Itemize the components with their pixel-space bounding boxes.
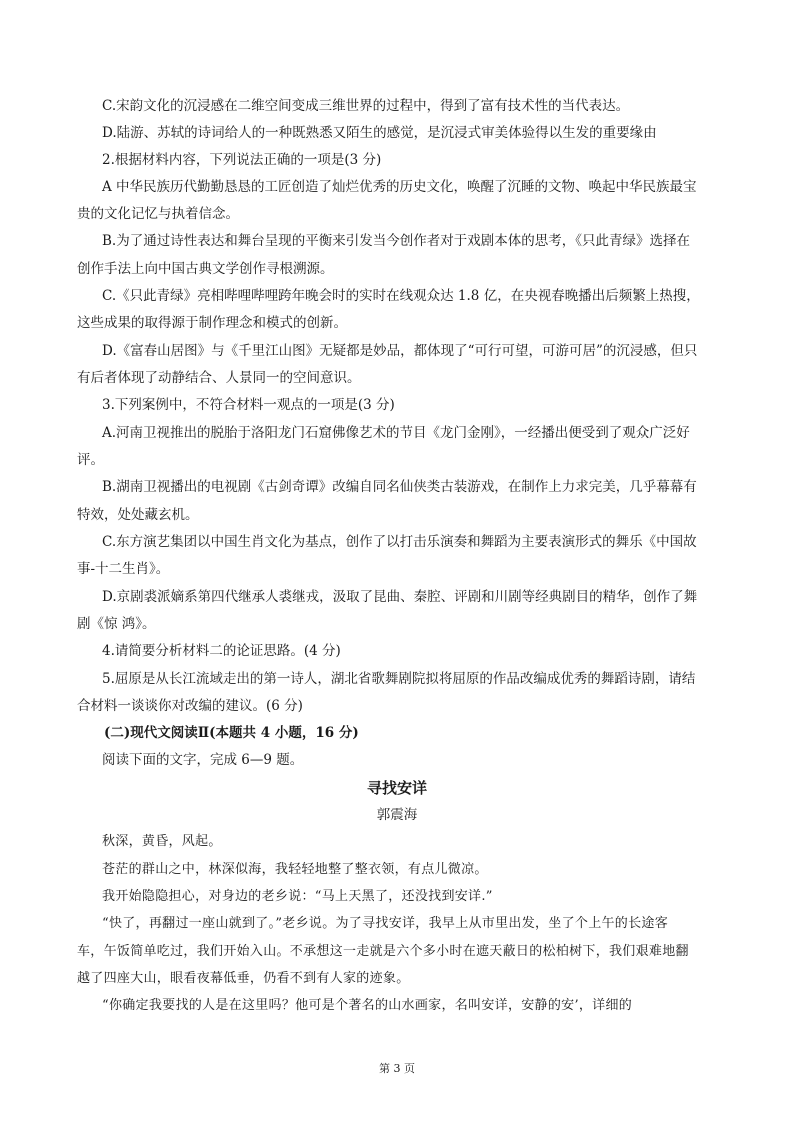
question-5-line1: 5.屈原是从长江流域走出的第一诗人，湖北省歌舞剧院拟将屈原的作品改编成优秀的舞蹈诗剧，请结	[102, 671, 696, 687]
q3-option-d-line2: 剧《惊 鸿》。	[77, 616, 156, 632]
q3-option-a-line2: 评。	[77, 452, 104, 468]
q3-option-b-line2: 特效，处处藏玄机。	[77, 507, 199, 523]
q2-option-b-line2: 创作手法上向中国古典文学创作寻根溯源。	[77, 261, 334, 277]
q3-option-c-line2: 事-十二生肖》。	[77, 561, 170, 577]
q2-option-b-line1: B.为了通过诗性表达和舞台呈现的平衡来引发当今创作者对于戏剧本体的思考，《只此青绿》选择在	[102, 233, 690, 249]
q2-option-c-line1: C.《只此青绿》亮相哔哩哔哩跨年晚会时的实时在线观众达 1.8 亿，在央视春晚播出后频繁上热搜，	[102, 288, 700, 304]
story-paragraph: 秋深，黄昏，风起。	[102, 834, 222, 849]
q3-option-c-line1: C.东方演艺集团以中国生肖文化为基点，创作了以打击乐演奏和舞蹈为主要表演形式的舞乐《中国故	[102, 534, 697, 550]
q3-option-b-line1: B.湖南卫视播出的电视剧《古剑奇谭》改编自同名仙侠类古装游戏，在制作上力求完美，几乎幕幕有	[102, 479, 697, 495]
question-2-stem: 2.根据材料内容，下列说法正确的一项是(3 分)	[102, 152, 382, 168]
question-5-line2: 合材料一谈谈你对改编的建议。(6 分)	[77, 698, 303, 714]
question-4-stem: 4.请简要分析材料二的论证思路。(4 分)	[102, 643, 341, 659]
story-paragraph: 我开始隐隐担心，对身边的老乡说：“马上天黑了，还没找到安详.”	[102, 889, 493, 904]
section-heading: (二)现代文阅读Ⅱ(本题共 4 小题，16 分)	[104, 725, 359, 741]
q3-option-d-line1: D.京剧裘派嫡系第四代继承人裘继戎，汲取了昆曲、秦腔、评剧和川剧等经典剧目的精华，创作了舞	[102, 589, 698, 605]
q2-option-c-line2: 这些成果的取得源于制作理念和模式的创新。	[77, 315, 347, 331]
story-paragraph: 越了四座大山，眼看夜幕低垂，仍看不到有人家的迹象。	[77, 971, 410, 986]
q2-option-d-line1: D.《富春山居图》与《千里江山图》无疑都是妙品，都体现了“可行可望，可游可居”的沉浸感，但只	[102, 343, 698, 359]
q2-option-a-line1: A 中华民族历代勤勤恳恳的工匠创造了灿烂优秀的历史文化，唤醒了沉睡的文物、唤起中华民族最宝	[102, 179, 697, 195]
story-paragraph: 苍茫的群山之中，林深似海，我轻轻地整了整衣领，有点儿微凉。	[102, 862, 488, 877]
story-paragraph: 车，午饭简单吃过，我们开始入山。不承想这一走就是六个多小时在遮天蔽日的松柏树下，我们艰难地翻	[77, 944, 689, 959]
reading-instruction: 阅读下面的文字，完成 6—9 题。	[102, 752, 304, 768]
option-d-q1: D.陆游、苏轼的诗词给人的一种既熟悉又陌生的感觉，是沉浸式审美体验得以生发的重要缘由	[102, 125, 657, 141]
story-paragraph: “快了，再翻过一座山就到了。”老乡说。为了寻找安详，我早上从市里出发，坐了个上午的长途客	[102, 916, 668, 931]
q2-option-d-line2: 有后者体现了动静结合、人景同一的空间意识。	[77, 370, 361, 386]
option-c-q1: C.宋韵文化的沉浸感在二维空间变成三维世界的过程中，得到了富有技术性的当代表达。	[102, 98, 630, 114]
page-number: 第 3 页	[379, 1062, 415, 1075]
story-title: 寻找安详	[366, 779, 427, 797]
q2-option-a-line2: 贵的文化记忆与执着信念。	[77, 206, 239, 222]
q3-option-a-line1: A.河南卫视推出的脱胎于洛阳龙门石窟佛像艺术的节目《龙门金刚》，一经播出便受到了观众广泛好	[102, 425, 690, 441]
story-paragraph: “你确定我要找的人是在这里吗？他可是个著名的山水画家，名叫安详，安静的安’，详细的	[102, 998, 633, 1013]
story-author: 郭震海	[376, 807, 418, 823]
question-3-stem: 3.下列案例中，不符合材料一观点的一项是(3 分)	[102, 397, 395, 413]
